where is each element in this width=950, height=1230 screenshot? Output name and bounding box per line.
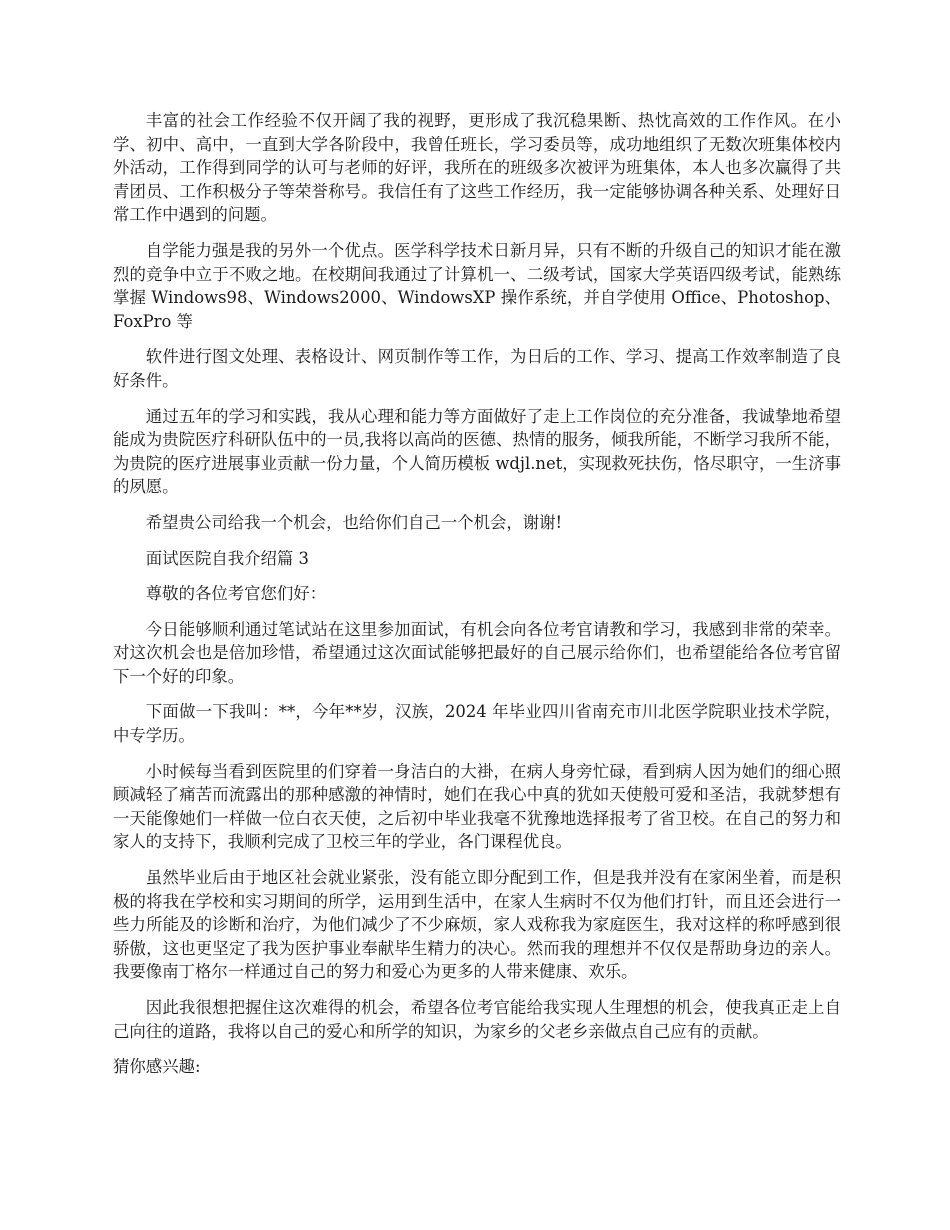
paragraph-work-experience: 丰富的社会工作经验不仅开阔了我的视野，更形成了我沉稳果断、热忱高效的工作作风。在小学、初中、高中，一直到大学各阶段中，我曾任班长，学习委员等，成功地组织了无数次班集体校内外活动，工作得到同学的认可与老师的好评，我所在的班级多次被评为班集体，本人也多次赢得了共青团员、工作积极分子等荣誉称号。我信任有了这些工作经历，我一定能够协调各种关系、处理好日常工作中遇到的问题。 [113, 111, 841, 225]
paragraph-after-graduation: 虽然毕业后由于地区社会就业紧张，没有能立即分配到工作，但是我并没有在家闲坐着，而是积极的将我在学校和实习期间的所学，运用到生活中，在家人生病时不仅为他们打针，而且还会进行一些力所能及的诊断和治疗，为他们减少了不少麻烦，家人戏称我为家庭医生，我对这样的称呼感到很骄傲，这也更坚定了我为医护事业奉献毕生精力的决心。然而我的理想并不仅仅是帮助身边的亲人。我要像南丁格尔一样通过自己的努力和爱心为更多的人带来健康、欢乐。 [113, 868, 841, 982]
paragraph-closing-thanks: 希望贵公司给我一个机会，也给你们自己一个机会，谢谢! [145, 512, 563, 532]
paragraph-self-learning: 自学能力强是我的另外一个优点。医学科学技术日新月异，只有不断的升级自己的知识才能在激烈的竞争中立于不败之地。在校期间我通过了计算机一、二级考试，国家大学英语四级考试，能熟练掌握 Windows98、Windows2000、WindowsXP 操作系统，并自学使用 Office、Photoshop、FoxPro 等 [113, 240, 841, 331]
section-heading: 面试医院自我介绍篇 3 [145, 548, 309, 568]
paragraph-childhood-dream: 小时候每当看到医院里的们穿着一身洁白的大褂，在病人身旁忙碌，看到病人因为她们的细心照顾减轻了痛苦而流露出的那种感激的神情时，她们在我心中真的犹如天使般可爱和圣洁，我就梦想有一天能像她们一样做一位白衣天使，之后初中毕业我毫不犹豫地选择报考了省卫校。在自己的努力和家人的支持下，我顺利完成了卫校三年的学业，各门课程优良。 [113, 761, 841, 852]
document-body [113, 109, 841, 1091]
paragraph-greeting: 尊敬的各位考官您们好： [145, 584, 327, 604]
related-label: 猜你感兴趣: [113, 1057, 201, 1077]
paragraph-five-years-study: 通过五年的学习和实践，我从心理和能力等方面做好了走上工作岗位的充分准备，我诚挚地希望能成为贵院医疗科研队伍中的一员,我将以高尚的医德、热情的服务，倾我所能，不断学习我所不能，为贵院的医疗进展事业贡献一份力量，个人简历模板 wdjl.net，实现救死扶伤，恪尽职守，一生济事的夙愿。 [113, 406, 841, 497]
paragraph-software-skills: 软件进行图文处理、表格设计、网页制作等工作，为日后的工作、学习、提高工作效率制造了良好条件。 [113, 347, 841, 390]
paragraph-personal-info: 下面做一下我叫：**，今年**岁，汉族，2024 年毕业四川省南充市川北医学院职业技术学院，中专学历。 [113, 702, 841, 746]
paragraph-interview-opening: 今日能够顺利通过笔试站在这里参加面试，有机会向各位考官请教和学习，我感到非常的荣幸。对这次机会也是倍加珍惜，希望通过这次面试能够把最好的自己展示给你们，也希望能给各位考官留下一个好的印象。 [113, 619, 841, 686]
paragraph-final-wish: 因此我很想把握住这次难得的机会，希望各位考官能给我实现人生理想的机会，使我真正走上自己向往的道路，我将以自己的爱心和所学的知识，为家乡的父老乡亲做点自己应有的贡献。 [113, 998, 841, 1041]
